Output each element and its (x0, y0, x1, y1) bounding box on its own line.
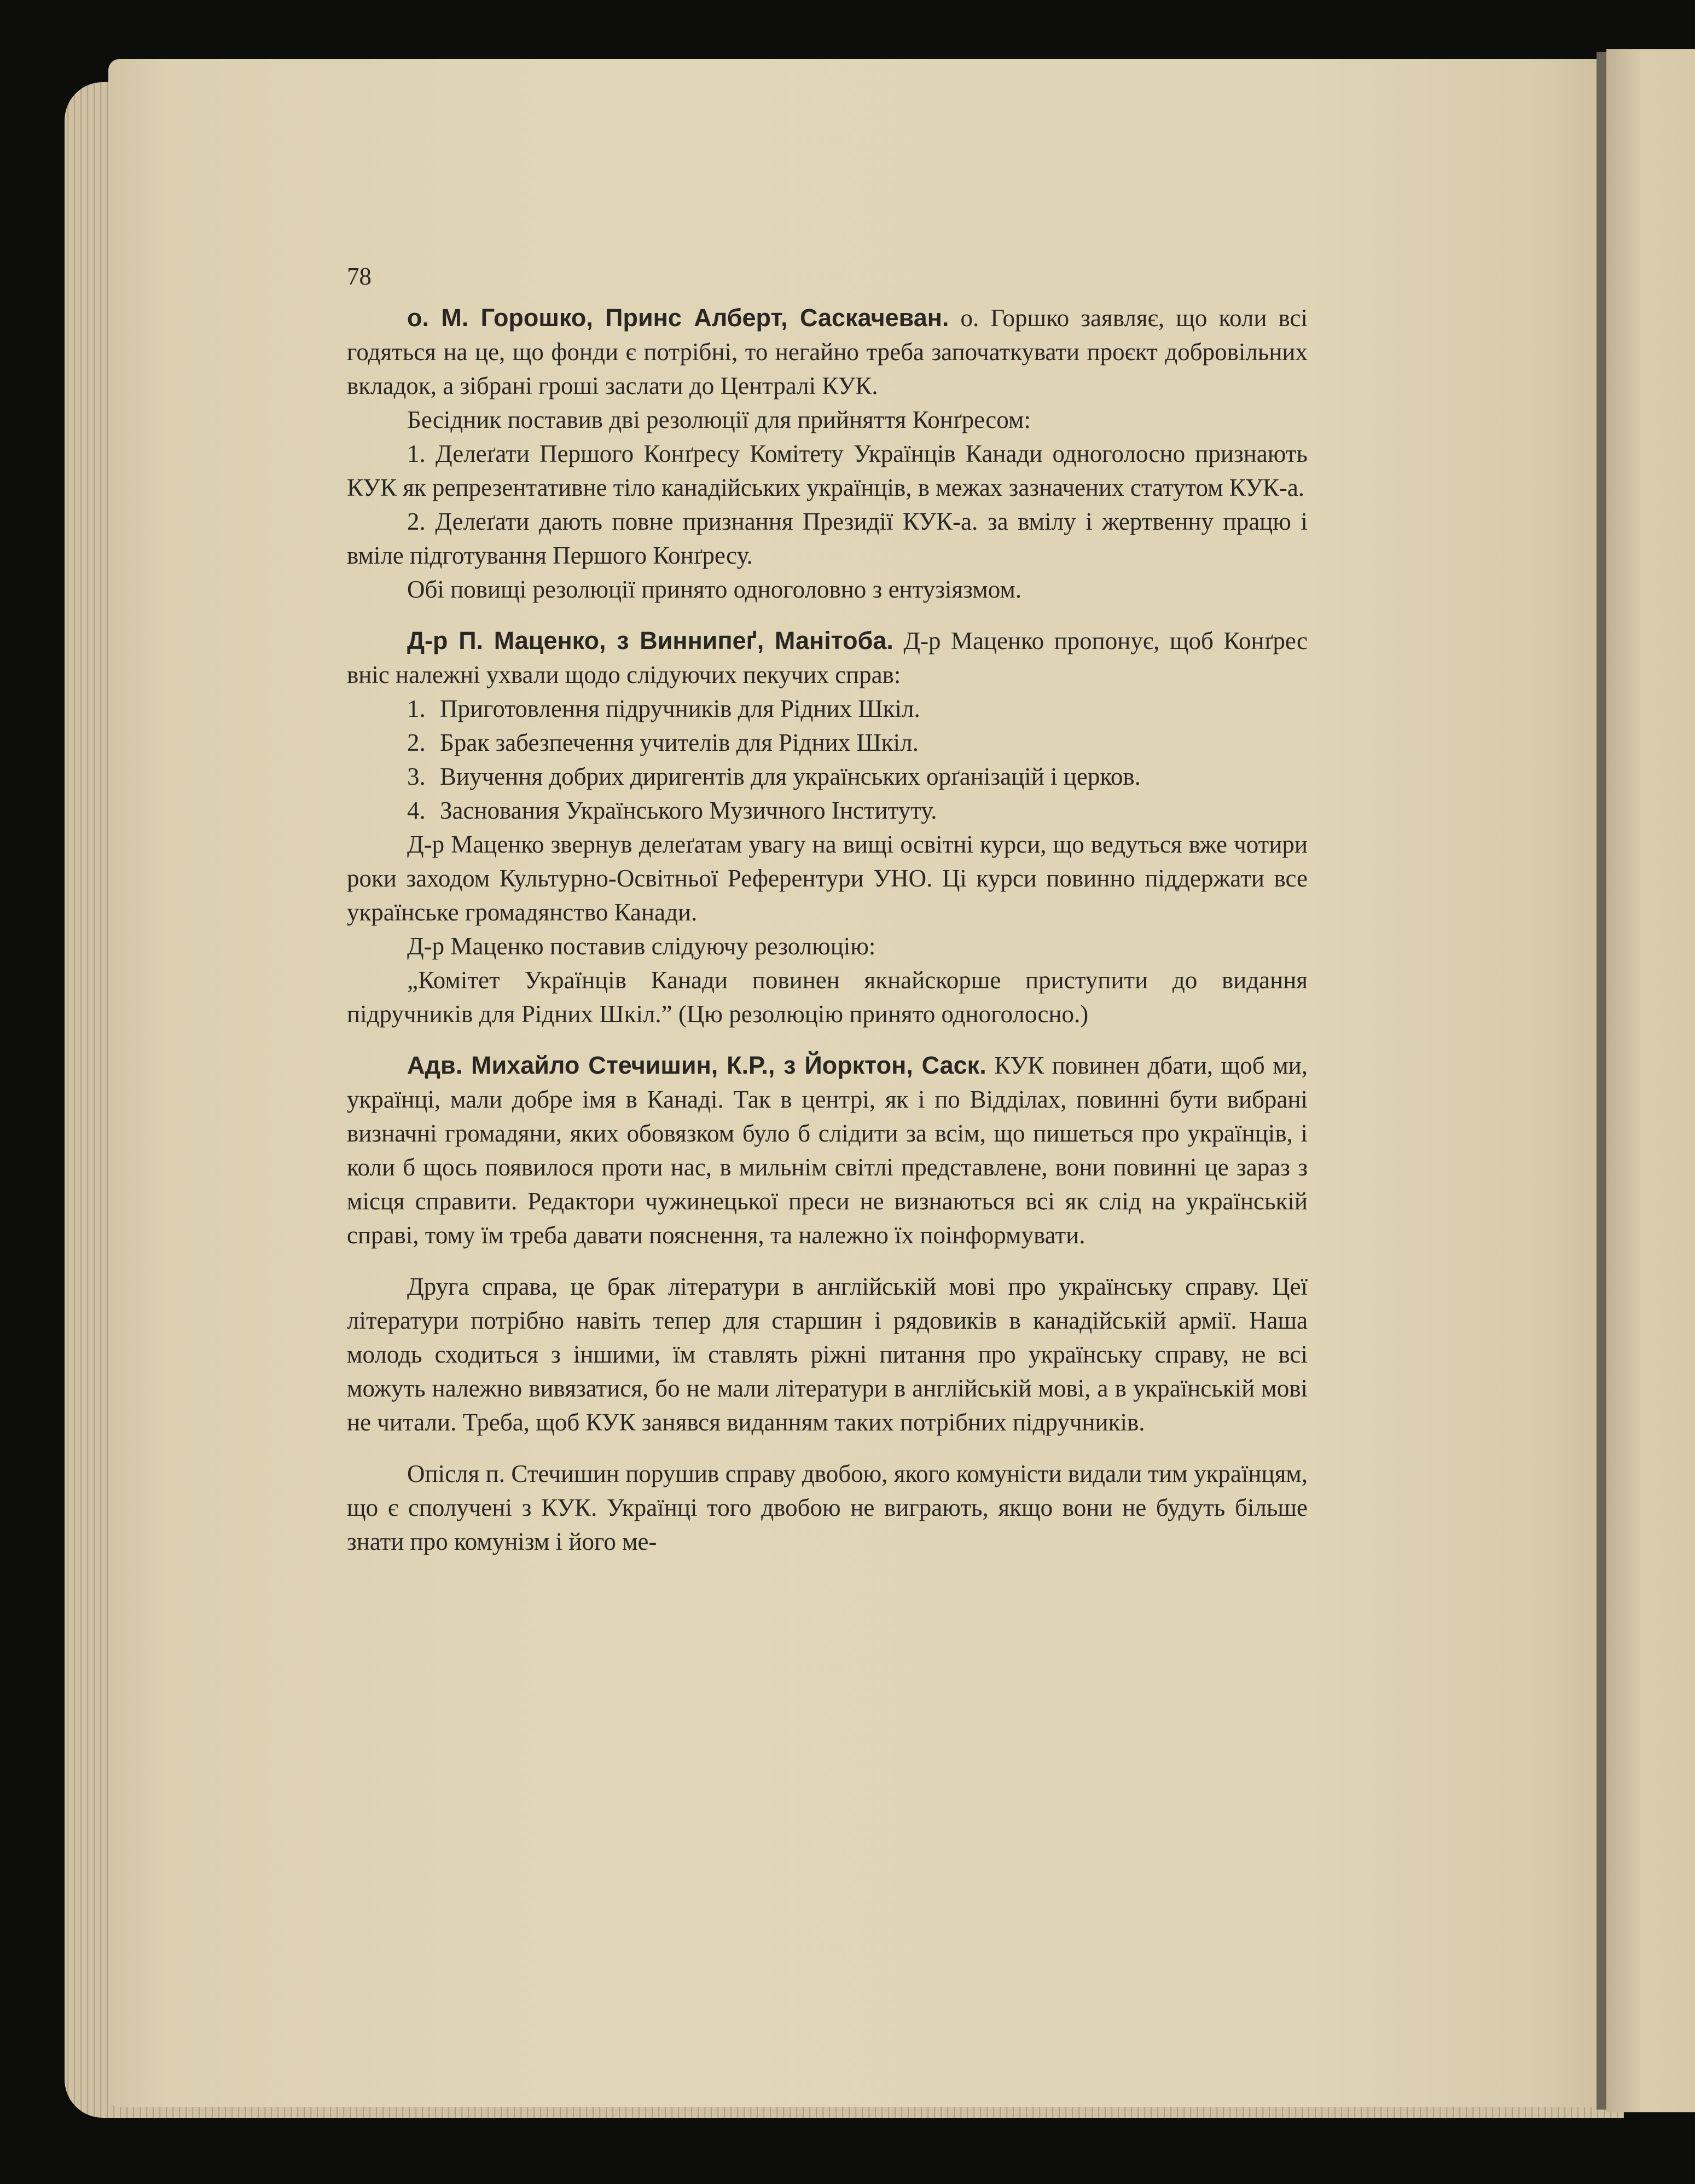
paragraph: Д-р Маценко звернув делеґатам увагу на вищі освітні курси, що ведуться вже чотири роки заходом Культурно-Освітньої Референтури УНО. Ці курси повинно піддержати все українське громадянство Канади. (347, 831, 1308, 926)
speaker-name: о. М. Горошко, Принс Алберт, Саскачеван. (407, 304, 949, 332)
list-item-text: Виучення добрих диригентів для українських орґанізацій і церков. (440, 763, 1141, 790)
paragraph: Д-р Маценко поставив слідуючу резолюцію: (407, 932, 876, 960)
list-item-number: 2. (407, 729, 426, 756)
list-item (347, 692, 1308, 726)
speaker-text: Д-р Маценко пропонує, щоб Конґрес вніс належні ухвали щодо слідуючих пекучих справ: (347, 627, 1308, 688)
paragraph: Обі повищі резолюції принято одноголовно з ентузіязмом. (407, 576, 1022, 603)
speaker-name: Адв. Михайло Стечишин, К.Р., з Йорктон, Саск. (407, 1051, 986, 1079)
speaker-name: Д-р П. Маценко, з Виннипеґ, Манітоба. (407, 627, 893, 654)
paragraph: Друга справа, це брак літератури в англійській мові про українську справу. Цеї літератури потрібно навіть тепер для старшин і рядовиків в канадійській армії. Наша молодь сходиться з іншими, їм ставлять ріжні питання про українську справу, не всі можуть належно вивязатися, бо не мали літератури в англійській мові, а в українській мові не читали. Треба, щоб КУК занявся виданням таких потрібних підручників. (347, 1273, 1308, 1436)
paragraph: Бесідник поставив дві резолюції для прийняття Конґресом: (407, 406, 1031, 433)
page-text (347, 252, 1308, 1559)
paragraph: Опісля п. Стечишин порушив справу двобою, якого комуністи видали тим українцям, що є сполучені з КУК. Українці того двобою не виграють, якщо вони не будуть більше знати про комунізм і його ме- (347, 1460, 1308, 1555)
list-item-text: Брак забезпечення учителів для Рідних Шкіл. (440, 729, 919, 756)
speaker-text: КУК повинен дбати, щоб ми, українці, мали добре імя в Канаді. Так в центрі, як і по Відділах, повинні бути вибрані визначні громадяни, яких обовязком було б слідити за всім, що пишеться про українців, і коли б щось появилося проти нас, в мильнім світлі представлене, вони повинні це зараз з місця справити. Редактори чужинецької преси не визнаються всі як слід на українській справі, тому їм треба давати пояснення, та належно їх поінформувати. (347, 1052, 1308, 1249)
paragraph: 2. Делеґати дають повне признання Президії КУК-а. за вмілу і жертвенну працю і вміле підготування Першого Конґресу. (347, 508, 1308, 569)
list-item-number: 4. (407, 797, 426, 824)
speaker-paragraph (347, 1048, 1308, 1252)
next-page-edge (1606, 49, 1695, 2112)
list-item-number: 3. (407, 763, 426, 790)
speaker-text: о. Горшко заявляє, що коли всі годяться на це, що фонди є потрібні, то негайно треба започаткувати проєкт добровільних вкладок, а зібрані гроші заслати до Централі КУК. (347, 304, 1308, 399)
list-item (347, 793, 1308, 827)
list-item (347, 726, 1308, 760)
paragraph: 1. Делеґати Першого Конґресу Комітету Українців Канади одноголосно признають КУК як репрезентативне тіло канадійських українців, в межах зазначених статутом КУК-а. (347, 440, 1308, 501)
list-item-text: Приготовлення підручників для Рідних Шкіл. (440, 695, 920, 722)
book-gutter (1597, 52, 1606, 2110)
speaker-paragraph (347, 301, 1308, 403)
list-item-text: Заснования Українського Музичного Інституту. (440, 797, 937, 824)
page-number: 78 (347, 263, 371, 290)
list-item-number: 1. (407, 695, 426, 722)
list-item (347, 760, 1308, 793)
paragraph: „Комітет Українців Канади повинен якнайскорше приступити до видання підручників для Рідних Шкіл.” (Цю резолюцію принято одноголосно.) (347, 966, 1308, 1028)
speaker-paragraph (347, 624, 1308, 692)
